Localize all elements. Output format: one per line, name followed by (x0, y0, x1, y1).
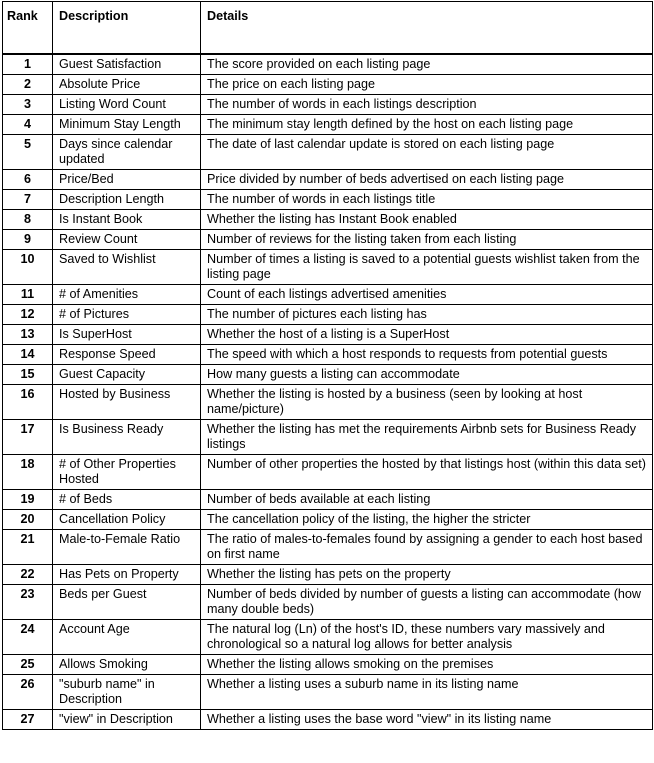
table-row (3, 345, 653, 365)
details-cell: Count of each listings advertised amenities (201, 285, 653, 305)
details-cell: Number of beds available at each listing (201, 490, 653, 510)
table-row (3, 510, 653, 530)
rank-cell: 14 (3, 345, 53, 365)
header-row (3, 2, 653, 55)
rank-cell: 19 (3, 490, 53, 510)
details-cell: The cancellation policy of the listing, the higher the stricter (201, 510, 653, 530)
rank-cell: 5 (3, 135, 53, 170)
rank-cell: 25 (3, 655, 53, 675)
details-cell: The ratio of males-to-females found by assigning a gender to each host based on first name (201, 530, 653, 565)
rank-cell: 23 (3, 585, 53, 620)
description-cell: Guest Capacity (53, 365, 201, 385)
details-cell: Whether a listing uses the base word "view" in its listing name (201, 710, 653, 730)
details-cell: Number of beds divided by number of guests a listing can accommodate (how many double beds) (201, 585, 653, 620)
rank-cell: 3 (3, 95, 53, 115)
description-cell: Is Instant Book (53, 210, 201, 230)
table-row (3, 250, 653, 285)
table-row (3, 325, 653, 345)
table-row (3, 530, 653, 565)
description-header: Description (53, 2, 201, 55)
description-cell: Guest Satisfaction (53, 54, 201, 75)
description-cell: Description Length (53, 190, 201, 210)
table-row (3, 95, 653, 115)
details-cell: Price divided by number of beds advertised on each listing page (201, 170, 653, 190)
rank-cell: 15 (3, 365, 53, 385)
rank-cell: 26 (3, 675, 53, 710)
description-cell: Saved to Wishlist (53, 250, 201, 285)
table-row (3, 490, 653, 510)
details-cell: The natural log (Ln) of the host's ID, these numbers vary massively and chronological so a natural log allows for better analysis (201, 620, 653, 655)
rank-cell: 1 (3, 54, 53, 75)
rank-cell: 27 (3, 710, 53, 730)
rank-cell: 10 (3, 250, 53, 285)
table-row (3, 54, 653, 75)
rank-header: Rank (3, 2, 53, 55)
description-cell: Response Speed (53, 345, 201, 365)
table-row (3, 620, 653, 655)
table-row (3, 365, 653, 385)
details-header: Details (201, 2, 653, 55)
details-cell: The speed with which a host responds to requests from potential guests (201, 345, 653, 365)
description-cell: Cancellation Policy (53, 510, 201, 530)
table-row (3, 585, 653, 620)
details-cell: Whether the listing allows smoking on the premises (201, 655, 653, 675)
details-cell: The number of pictures each listing has (201, 305, 653, 325)
details-cell: The number of words in each listings title (201, 190, 653, 210)
description-cell: Has Pets on Property (53, 565, 201, 585)
details-cell: Whether the listing is hosted by a business (seen by looking at host name/picture) (201, 385, 653, 420)
description-cell: # of Beds (53, 490, 201, 510)
details-cell: The minimum stay length defined by the host on each listing page (201, 115, 653, 135)
description-cell: Beds per Guest (53, 585, 201, 620)
details-cell: Number of times a listing is saved to a potential guests wishlist taken from the listing page (201, 250, 653, 285)
details-cell: The date of last calendar update is stored on each listing page (201, 135, 653, 170)
table-row (3, 455, 653, 490)
details-cell: How many guests a listing can accommodate (201, 365, 653, 385)
rank-cell: 8 (3, 210, 53, 230)
table-row (3, 210, 653, 230)
description-cell: Days since calendar updated (53, 135, 201, 170)
table-row (3, 305, 653, 325)
details-cell: The number of words in each listings description (201, 95, 653, 115)
details-cell: Whether the listing has pets on the property (201, 565, 653, 585)
description-cell: Price/Bed (53, 170, 201, 190)
rank-cell: 12 (3, 305, 53, 325)
table-row (3, 385, 653, 420)
description-cell: Allows Smoking (53, 655, 201, 675)
description-cell: Hosted by Business (53, 385, 201, 420)
details-cell: Whether the listing has met the requirements Airbnb sets for Business Ready listings (201, 420, 653, 455)
description-cell: Listing Word Count (53, 95, 201, 115)
rank-cell: 13 (3, 325, 53, 345)
rank-cell: 22 (3, 565, 53, 585)
rank-cell: 9 (3, 230, 53, 250)
rank-cell: 4 (3, 115, 53, 135)
table-row (3, 675, 653, 710)
description-cell: Male-to-Female Ratio (53, 530, 201, 565)
rank-cell: 2 (3, 75, 53, 95)
table-row (3, 230, 653, 250)
rank-cell: 20 (3, 510, 53, 530)
description-cell: Is Business Ready (53, 420, 201, 455)
details-cell: Number of reviews for the listing taken from each listing (201, 230, 653, 250)
rank-cell: 7 (3, 190, 53, 210)
table-row (3, 710, 653, 730)
description-cell: Absolute Price (53, 75, 201, 95)
description-cell: Review Count (53, 230, 201, 250)
details-cell: The price on each listing page (201, 75, 653, 95)
description-cell: Is SuperHost (53, 325, 201, 345)
description-cell: # of Amenities (53, 285, 201, 305)
ranking-table (2, 1, 653, 730)
table-row (3, 655, 653, 675)
details-cell: Whether the host of a listing is a SuperHost (201, 325, 653, 345)
description-cell: Minimum Stay Length (53, 115, 201, 135)
table-row (3, 170, 653, 190)
rank-cell: 11 (3, 285, 53, 305)
details-cell: Number of other properties the hosted by that listings host (within this data set) (201, 455, 653, 490)
table-row (3, 135, 653, 170)
details-cell: The score provided on each listing page (201, 54, 653, 75)
rank-cell: 6 (3, 170, 53, 190)
rank-cell: 18 (3, 455, 53, 490)
rank-cell: 21 (3, 530, 53, 565)
details-cell: Whether the listing has Instant Book enabled (201, 210, 653, 230)
description-cell: # of Pictures (53, 305, 201, 325)
table-body (3, 54, 653, 730)
description-cell: "view" in Description (53, 710, 201, 730)
table-row (3, 420, 653, 455)
rank-cell: 16 (3, 385, 53, 420)
details-cell: Whether a listing uses a suburb name in its listing name (201, 675, 653, 710)
table-row (3, 565, 653, 585)
description-cell: Account Age (53, 620, 201, 655)
rank-cell: 17 (3, 420, 53, 455)
table-row (3, 115, 653, 135)
rank-cell: 24 (3, 620, 53, 655)
table-row (3, 190, 653, 210)
table-row (3, 285, 653, 305)
table-row (3, 75, 653, 95)
description-cell: "suburb name" in Description (53, 675, 201, 710)
description-cell: # of Other Properties Hosted (53, 455, 201, 490)
